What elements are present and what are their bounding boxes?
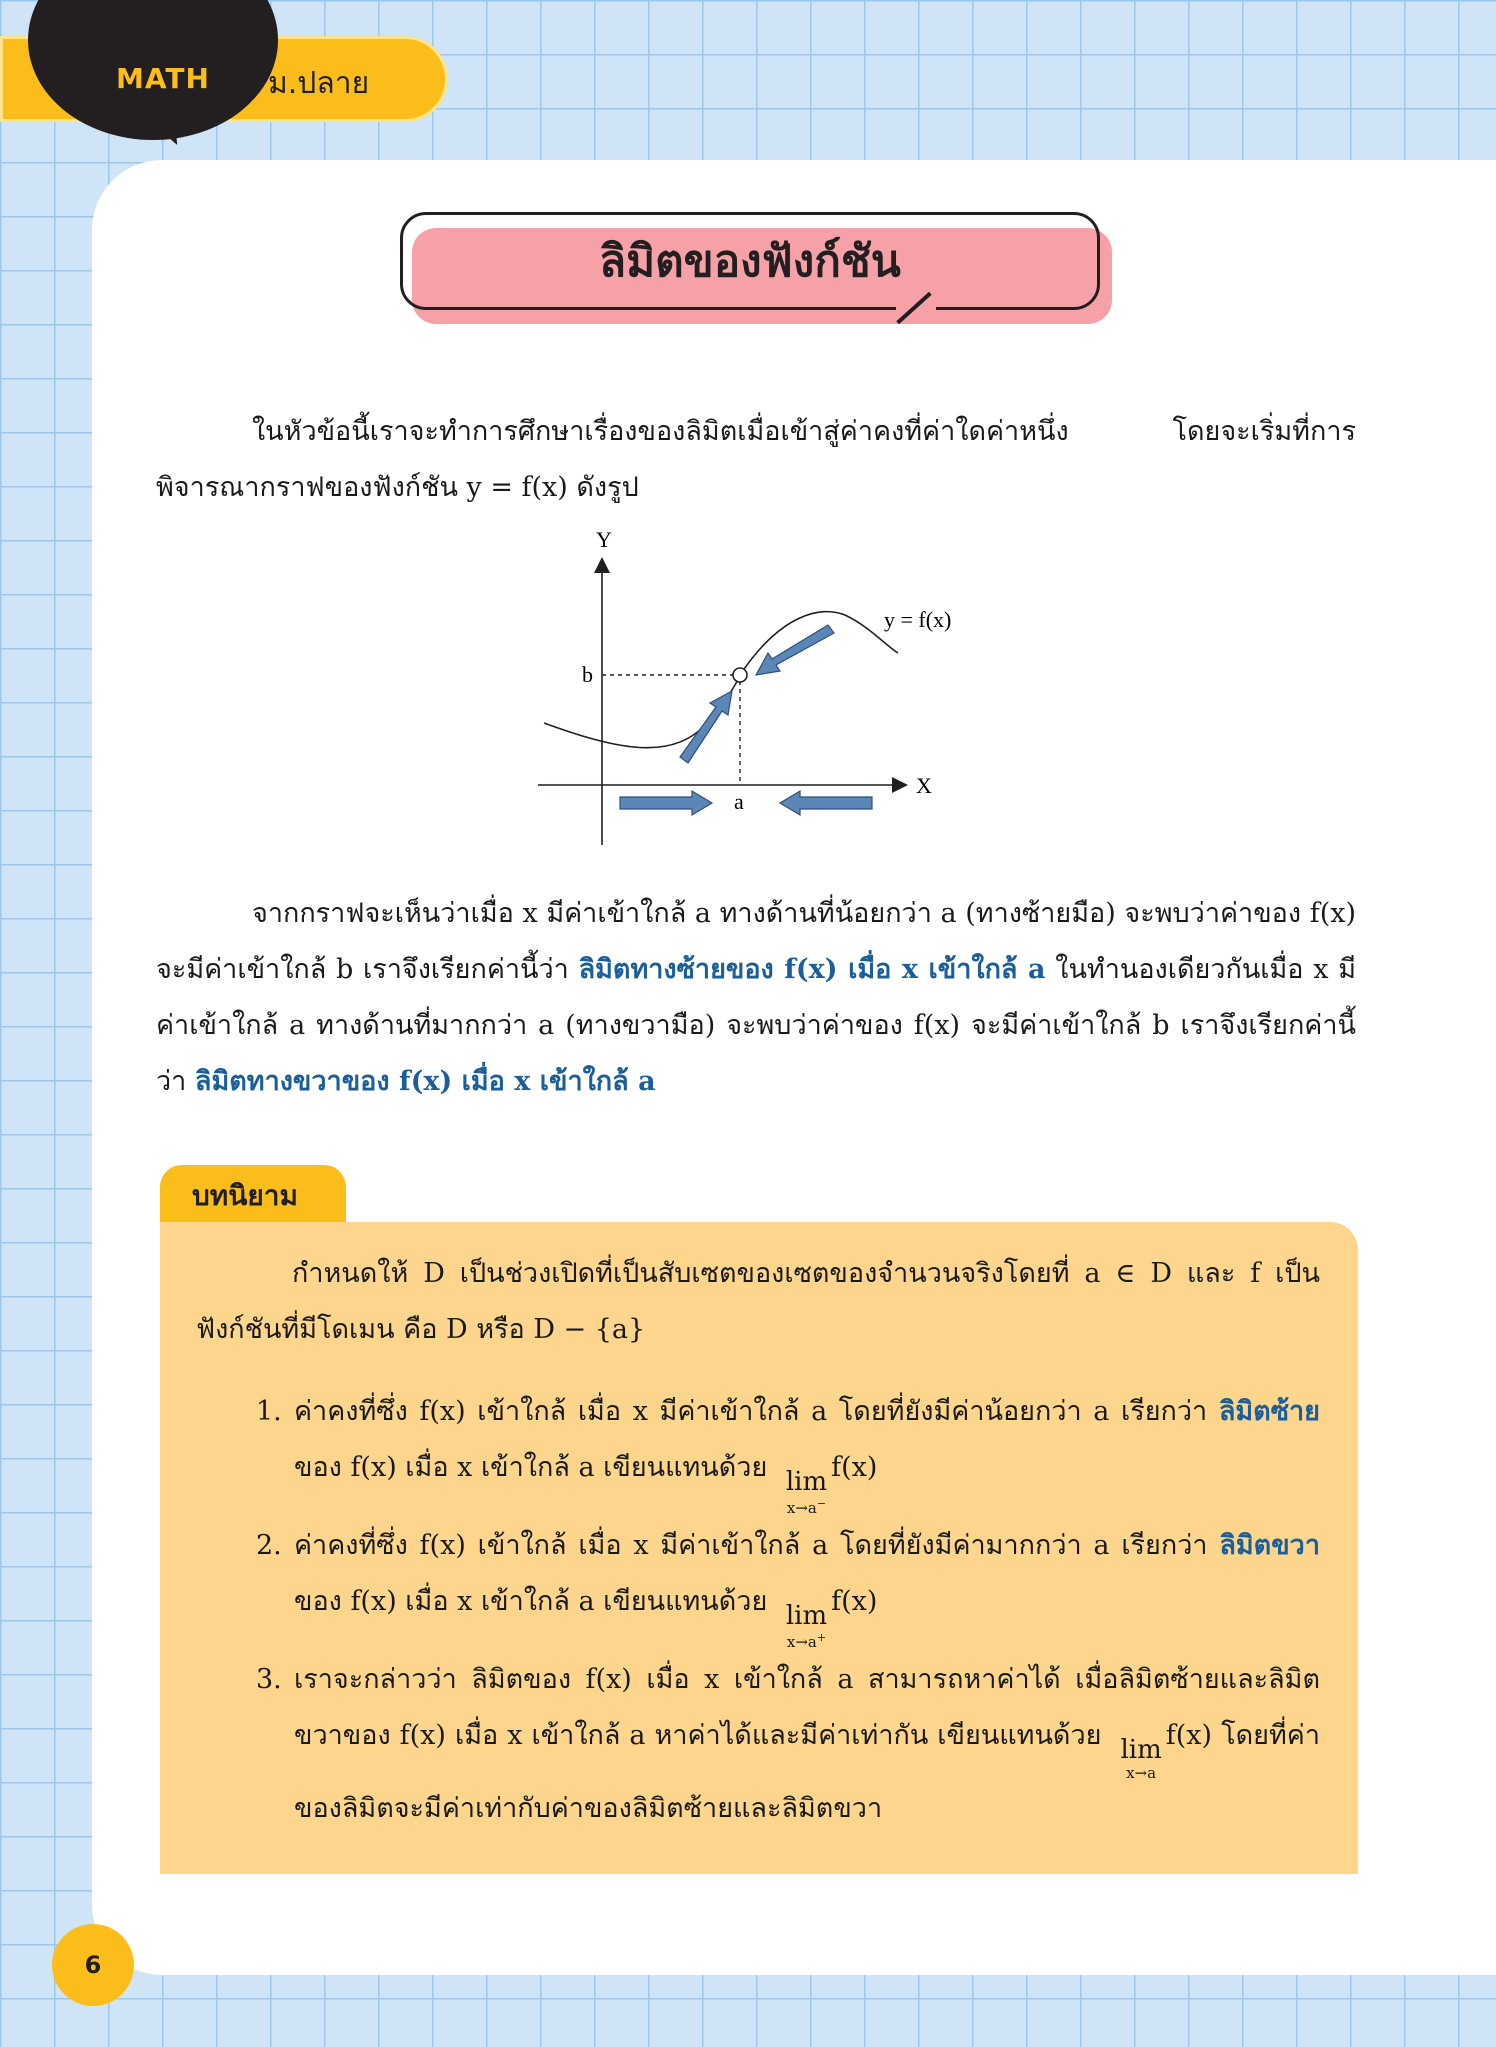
- title-box: [400, 212, 1100, 310]
- a-label: a: [734, 789, 744, 814]
- item-text-after: ของ f(x) เมื่อ x เข้าใกล้ a เขียนแทนด้วย: [294, 1452, 768, 1483]
- b-label: b: [582, 662, 593, 687]
- explanation-text-2: ในทำนองเดียวกันเมื่อ x มีค่าเข้าใกล้ a ทางด้านที่มากกว่า a (ทางขวามือ) จะพบว่าค่าของ f(x) จะมีค่าเข้าใกล้ b เราจึงเรียกค่านี้ว่า: [156, 954, 1357, 1097]
- function-graph: [520, 515, 980, 855]
- limit-notation: lim x→a: [1120, 1735, 1162, 1782]
- item-term: ลิมิตซ้าย: [1218, 1396, 1320, 1427]
- definition-intro: [196, 1246, 1320, 1358]
- curve-label: y = f(x): [884, 607, 952, 632]
- x-axis-label: X: [916, 773, 932, 798]
- item-term: ลิมิตขวา: [1219, 1530, 1320, 1561]
- limit-notation: lim x→a+: [785, 1601, 828, 1651]
- item-number: 2.: [256, 1530, 282, 1561]
- curve: [544, 612, 898, 748]
- item-text: ค่าคงที่ซึ่ง f(x) เข้าใกล้ เมื่อ x มีค่าเข้าใกล้ a โดยที่ยังมีค่ามากกว่า a เรียกว่า: [294, 1530, 1220, 1561]
- item-number: 3.: [256, 1664, 282, 1695]
- definition-item-2: [256, 1518, 1320, 1650]
- explanation-paragraph: [156, 886, 1356, 1110]
- item-text: เราจะกล่าวว่า ลิมิตของ f(x) เมื่อ x เข้าใกล้ a สามารถหาค่าได้ เมื่อลิมิตซ้ายและลิมิตขวาของ f(x) เมื่อ x เข้าใกล้ a หาค่าได้และมีค่าเท่ากัน เขียนแทนด้วย: [294, 1664, 1320, 1751]
- limit-expression: f(x): [1165, 1720, 1213, 1751]
- item-text-after: ของ f(x) เมื่อ x เข้าใกล้ a เขียนแทนด้วย: [294, 1586, 768, 1617]
- page-title: ลิมิตของฟังก์ชัน: [599, 236, 901, 287]
- subject-label: MATH: [116, 62, 210, 95]
- level-label: ม.ปลาย: [268, 66, 370, 101]
- arrow-up-curve: [680, 691, 732, 763]
- y-axis-label: Y: [596, 527, 612, 552]
- definition-item-1: [256, 1384, 1320, 1516]
- limit-expression: f(x): [831, 1586, 878, 1617]
- item-number: 1.: [256, 1396, 282, 1427]
- right-limit-term: ลิมิตทางขวาของ f(x) เมื่อ x เข้าใกล้ a: [194, 1066, 656, 1097]
- left-limit-term: ลิมิตทางซ้ายของ f(x) เมื่อ x เข้าใกล้ a: [578, 954, 1046, 985]
- open-point: [733, 668, 747, 682]
- definition-intro-text: กำหนดให้ D เป็นช่วงเปิดที่เป็นสับเซตของเซตของจำนวนจริงโดยที่ a ∈ D และ f เป็นฟังก์ชันที่มีโดเมน คือ D หรือ D − {a}: [196, 1258, 1320, 1345]
- arrow-left-to-right-x: [620, 791, 712, 815]
- definition-tab: บทนิยาม: [160, 1165, 346, 1227]
- page-number: 6: [52, 1924, 134, 2006]
- arrow-right-to-left-x: [780, 791, 872, 815]
- arrow-down-curve: [756, 625, 834, 675]
- intro-text: ในหัวข้อนี้เราจะทำการศึกษาเรื่องของลิมิตเมื่อเข้าสู่ค่าคงที่ค่าใดค่าหนึ่ง โดยจะเริ่มที่การพิจารณากราฟของฟังก์ชัน y = f(x) ดังรูป: [156, 416, 1356, 503]
- definition-item-3: [256, 1652, 1320, 1837]
- limit-notation: lim x→a−: [785, 1467, 828, 1517]
- explanation-text-1: จากกราฟจะเห็นว่าเมื่อ x มีค่าเข้าใกล้ a ทางด้านที่น้อยกว่า a (ทางซ้ายมือ) จะพบว่าค่าของ f(x) จะมีค่าเข้าใกล้ b เราจึงเรียกค่านี้ว่า: [156, 898, 1356, 985]
- limit-expression: f(x): [831, 1452, 878, 1483]
- intro-paragraph: [156, 404, 1356, 516]
- item-text-after: โดยที่ค่าของลิมิตจะมีค่าเท่ากับค่าของลิมิตซ้ายและลิมิตขวา: [294, 1720, 1320, 1824]
- item-text: ค่าคงที่ซึ่ง f(x) เข้าใกล้ เมื่อ x มีค่าเข้าใกล้ a โดยที่ยังมีค่าน้อยกว่า a เรียกว่า: [294, 1396, 1219, 1427]
